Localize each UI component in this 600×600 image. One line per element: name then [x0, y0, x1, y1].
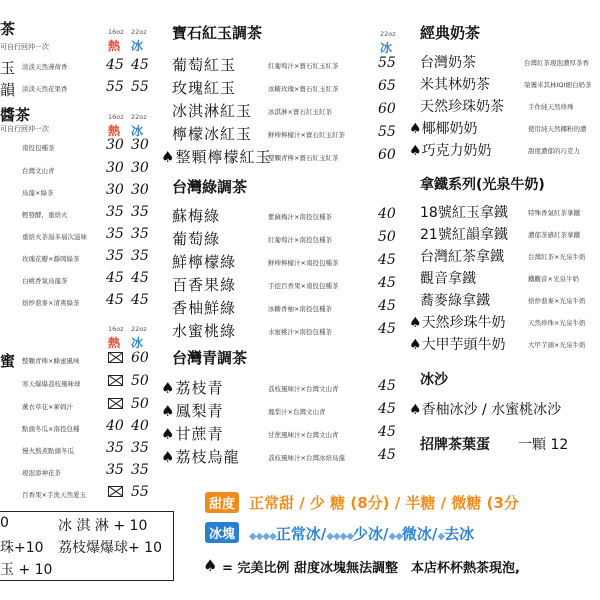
- spade-icon: ♠: [409, 402, 422, 418]
- ice-label: 冰: [131, 39, 144, 53]
- menu-item-desc: 南投包種茶: [22, 144, 55, 152]
- price-hot: 35: [106, 462, 124, 478]
- price-16oz: 30: [106, 160, 124, 176]
- footnote-text: = 完美比例 甜度冰塊無法調整 本店杯杯熱茶現泡,: [222, 561, 520, 576]
- price-ice: 45: [378, 275, 396, 291]
- price-ice: 45: [378, 378, 396, 394]
- menu-item-desc: 榮獲米其林IQI細白奶茶: [524, 81, 592, 89]
- menu-item-name: ♠鳳梨青: [161, 402, 224, 420]
- menu-item-name: 檸檬冰紅玉: [172, 125, 253, 143]
- menu-item-name: 觀音拿鐵: [420, 271, 476, 287]
- menu-item-name: 蘇梅綠: [172, 207, 221, 225]
- menu-item-desc: 冰糖玫瑰×寶石紅玉紅茶: [268, 85, 339, 93]
- price-ice: 50: [378, 229, 396, 245]
- menu-item-desc: 百香果×手洗天然愛玉: [22, 491, 86, 499]
- menu-item-desc: 特殊香氣紅茶拿鐵: [528, 209, 580, 217]
- menu-item-desc: 現泡添神花茶: [22, 469, 61, 477]
- price-ice: 45: [378, 252, 396, 268]
- menu-item-name: ♠荔枝烏龍: [161, 448, 240, 466]
- menu-item-name: ♠巧克力奶奶: [409, 143, 492, 159]
- tea-egg-name: 招牌茶葉蛋: [420, 437, 490, 453]
- section-title: 寶石紅玉調茶: [172, 24, 263, 42]
- menu-item-desc: 手作純天然珍珠: [528, 103, 574, 111]
- menu-item-name: 台灣奶茶: [420, 55, 476, 71]
- tea-egg-price: 一顆 12: [518, 437, 569, 453]
- menu-item-name: 水蜜桃綠: [172, 322, 237, 340]
- menu-item-name: ♠天然珍珠牛奶: [409, 315, 506, 331]
- menu-item-desc: 白桃香氣烏龍茶: [22, 277, 68, 285]
- menu-item-desc: 紅葡萄汁×寶石紅玉紅茶: [268, 62, 339, 70]
- section-title: 台灣綠調茶: [172, 178, 248, 196]
- spade-icon: ♠: [161, 148, 176, 166]
- price-16oz: 45: [106, 292, 124, 308]
- hot-label: 熱: [108, 336, 121, 350]
- price-ice: 55: [131, 484, 149, 500]
- price-22oz: 35: [131, 248, 149, 264]
- spade-icon: ♠: [203, 556, 218, 575]
- menu-item-name: 冰淇淋紅玉: [172, 102, 253, 120]
- menu-item-name: ♠整顆檸檬紅玉: [161, 148, 272, 166]
- col1-mid-note: 可自行回沖一次: [0, 125, 49, 133]
- section-title: 台灣青調茶: [172, 349, 248, 367]
- menu-item-desc: 焙炒蕎麥×光泉牛奶: [528, 297, 586, 305]
- ice-label: 冰: [380, 41, 393, 55]
- ice-option-regular: 正常冰/: [275, 525, 327, 543]
- price-16oz: 30: [106, 137, 124, 153]
- menu-item-desc: 荔枝風味汁×台灣冰焙烏龍: [268, 454, 345, 462]
- menu-item-name: 21號紅韻拿鐵: [420, 227, 508, 243]
- menu-item-name: 香柚鮮綠: [172, 299, 237, 317]
- spade-icon: ♠: [409, 143, 422, 159]
- sweetness-options: 正常甜 / 少 糖 (8分) / 半糖 / 微糖 (3分: [249, 494, 519, 512]
- hot-label: 熱: [108, 39, 121, 53]
- price-16oz: 45: [106, 270, 124, 286]
- price-ice: 45: [378, 447, 396, 463]
- spade-icon: ♠: [161, 402, 176, 420]
- price-ice: 40: [378, 206, 396, 222]
- menu-item-name: 鮮檸檬綠: [172, 253, 237, 271]
- menu-item-desc: 玫瑰花瓣×靜岡綠茶: [22, 255, 80, 263]
- ice-option-less: 少冰/: [353, 525, 389, 543]
- sweetness-tag: 甜度: [205, 492, 239, 513]
- price-ice: 35: [131, 462, 149, 478]
- size-16oz-label: 16oz: [108, 113, 124, 121]
- menu-item-name: ♠大甲芋頭牛奶: [409, 337, 506, 353]
- ice-label: 冰: [131, 336, 144, 350]
- price-22oz: 35: [131, 226, 149, 242]
- menu-item-name: 台灣紅茶拿鐵: [420, 249, 504, 265]
- menu-item-desc: 慢火熬煮點頭冬瓜: [22, 447, 74, 455]
- spade-icon: ♠: [161, 379, 176, 397]
- unavailable-hot-mark: [108, 398, 123, 409]
- menu-item-desc: 甘蔗風味汁×台灣文山青: [268, 431, 339, 439]
- col1-mid-heading: 醬茶: [0, 106, 31, 124]
- price-ice: 45: [378, 321, 396, 337]
- price-22oz: 30: [131, 137, 149, 153]
- price-16oz: 30: [106, 182, 124, 198]
- ice-cube-icon: ◆: [437, 531, 445, 542]
- addon-item: 玉 + 10: [0, 562, 53, 578]
- section-title: 經典奶茶: [420, 24, 481, 42]
- price-ice: 45: [378, 401, 396, 417]
- price-ice: 45: [378, 298, 396, 314]
- menu-item-desc: 手挖百香果×南投包種茶: [268, 282, 339, 290]
- menu-item-desc: 點頭冬瓜×南投包種: [22, 425, 80, 433]
- price-ice: 50: [131, 396, 149, 412]
- addon-item: 荔枝爆爆球+ 10: [58, 540, 162, 556]
- price-ice: 55: [378, 124, 396, 140]
- menu-item-desc: 台灣紅茶×光泉牛奶: [528, 253, 586, 261]
- ice-option-none: 去冰: [444, 525, 475, 543]
- section-title: 冰沙: [420, 372, 448, 388]
- menu-item-name: 葡萄綠: [172, 230, 221, 248]
- unavailable-hot-mark: [108, 375, 123, 386]
- col1-top-note: 可自行回沖一次: [0, 43, 49, 51]
- menu-item-name: 玉: [0, 59, 17, 77]
- menu-item-desc: 天然珍珠×光泉牛奶: [528, 319, 586, 327]
- menu-item-name: ♠椰椰奶奶: [409, 121, 478, 137]
- menu-item-desc: 輕發酵，重焙火: [22, 211, 68, 219]
- menu-item-desc: 台灣紅茶現泡濃厚茶香: [524, 59, 589, 67]
- menu-item-desc: 薰衣草花×萊姆汁: [22, 403, 73, 411]
- price-22oz: 45: [131, 270, 149, 286]
- menu-item-desc: 重焙火茶湯多層次滋味: [22, 233, 87, 241]
- ice-cube-icon: ◆◆◆◆: [326, 531, 354, 542]
- col1-top-heading: 茶: [0, 20, 16, 38]
- price-hot: 35: [106, 440, 124, 456]
- addon-item: 0: [0, 515, 9, 531]
- menu-item-desc: 水蜜桃汁×南投包種茶: [268, 328, 332, 336]
- price-22oz: 45: [131, 292, 149, 308]
- addon-item: 珠+10: [0, 540, 44, 556]
- menu-item-desc: 甜度濃郁的巧克力: [528, 147, 580, 155]
- menu-item-desc: 紫蘇梅汁×南投包種茶: [268, 213, 332, 221]
- price-ice: 40: [131, 418, 149, 434]
- col1-low-heading: 蜜: [0, 352, 16, 370]
- menu-item-name: 玫瑰紅玉: [172, 79, 237, 97]
- price-ice: 45: [378, 424, 396, 440]
- menu-item-desc: 濃郁茶感紅茶拿鐵: [528, 231, 580, 239]
- menu-item-desc: 整顆青檸×蜂蜜風味: [22, 357, 80, 365]
- ice-level-tag: 冰塊: [205, 522, 239, 543]
- menu-item-desc: 荔枝風味汁×台灣文山青: [268, 385, 339, 393]
- price-22oz: 30: [131, 182, 149, 198]
- size-22oz-label: 22oz: [380, 30, 396, 38]
- section-title: 拿鐵系列(光泉牛奶): [420, 177, 545, 193]
- size-22oz-label: 22oz: [131, 28, 147, 36]
- menu-item-desc: 鳳梨汁×台灣文山青: [268, 408, 326, 416]
- menu-item-desc: 鮮榨檸檬汁×寶石紅玉紅茶: [268, 131, 345, 139]
- menu-item-name: 百香果綠: [172, 276, 237, 294]
- size-16oz-label: 16oz: [108, 28, 124, 36]
- ice-cube-icon: ◆◆◆◆: [249, 531, 276, 542]
- price-22oz: 45: [131, 57, 149, 73]
- menu-item-name: 天然珍珠奶茶: [420, 99, 504, 115]
- price-ice: 60: [378, 147, 396, 163]
- menu-item-desc: 冰糖香柚×南投包種茶: [268, 305, 332, 313]
- menu-item-desc: 淡淡天然花果香: [22, 85, 68, 93]
- menu-item-desc: 寒天爆爆荔枝風味球: [22, 380, 81, 388]
- menu-item-desc: 鮮榨檸檬汁×南投包種茶: [268, 259, 339, 267]
- price-22oz: 30: [131, 160, 149, 176]
- menu-item-desc: 焙炒蕎麥×清爽綠茶: [22, 299, 80, 307]
- size-22oz-label: 22oz: [131, 325, 147, 333]
- price-ice: 55: [378, 55, 396, 71]
- ice-options: [249, 523, 474, 544]
- unavailable-hot-mark: [108, 486, 123, 497]
- spade-icon: ♠: [161, 448, 176, 466]
- menu-item-name: 葡萄紅玉: [172, 56, 237, 74]
- spade-icon: ♠: [409, 337, 422, 353]
- size-22oz-label: 22oz: [131, 113, 147, 121]
- menu-item-name: 蕎麥綠拿鐵: [420, 293, 490, 309]
- hot-label: 熱: [108, 124, 121, 138]
- menu-item-name: 米其林奶茶: [420, 77, 490, 93]
- spade-icon: ♠: [161, 425, 176, 443]
- menu-item-desc: 紅葡萄汁×南投包種茶: [268, 236, 332, 244]
- price-16oz: 45: [106, 57, 124, 73]
- menu-item-name: ♠甘蔗青: [161, 425, 224, 443]
- menu-item-desc: 整顆青檸×寶石紅玉紅茶: [268, 154, 339, 162]
- price-22oz: 35: [131, 204, 149, 220]
- menu-item-name: ♠香柚冰沙 / 水蜜桃冰沙: [409, 402, 562, 418]
- menu-item-name: ♠荔枝青: [161, 379, 224, 397]
- unavailable-hot-mark: [108, 352, 123, 363]
- price-hot: 40: [106, 418, 124, 434]
- ice-label: 冰: [131, 124, 144, 138]
- price-16oz: 35: [106, 204, 124, 220]
- menu-item-desc: 使用純天然椰粉的濃: [528, 125, 587, 133]
- price-ice: 65: [378, 78, 396, 94]
- size-16oz-label: 16oz: [108, 325, 124, 333]
- price-16oz: 35: [106, 248, 124, 264]
- price-ice: 60: [131, 350, 149, 366]
- addon-item: 冰 淇 淋 + 10: [58, 518, 148, 534]
- price-ice: 35: [131, 440, 149, 456]
- price-16oz: 55: [106, 79, 124, 95]
- spade-icon: ♠: [409, 121, 422, 137]
- menu-item-desc: 烏龍×綠茶: [22, 189, 54, 197]
- price-16oz: 35: [106, 226, 124, 242]
- ice-cube-icon: ◆◆: [388, 531, 402, 542]
- menu-item-name: 18號紅玉拿鐵: [420, 205, 508, 221]
- menu-item-desc: 台灣文山青: [22, 167, 55, 175]
- menu-item-desc: 大甲芋頭×光泉牛奶: [528, 341, 586, 349]
- price-ice: 50: [131, 373, 149, 389]
- ice-option-light: 微冰/: [401, 525, 438, 543]
- spade-icon: ♠: [409, 315, 422, 331]
- menu-item-desc: 冰淇淋×寶石紅玉紅茶: [268, 108, 332, 116]
- menu-item-desc: 鐵觀音×光泉牛奶: [528, 275, 579, 283]
- price-22oz: 55: [131, 79, 149, 95]
- menu-item-desc: 淡淡天然薄荷香: [22, 63, 68, 71]
- menu-item-name: 韻: [0, 81, 17, 99]
- price-ice: 60: [378, 101, 396, 117]
